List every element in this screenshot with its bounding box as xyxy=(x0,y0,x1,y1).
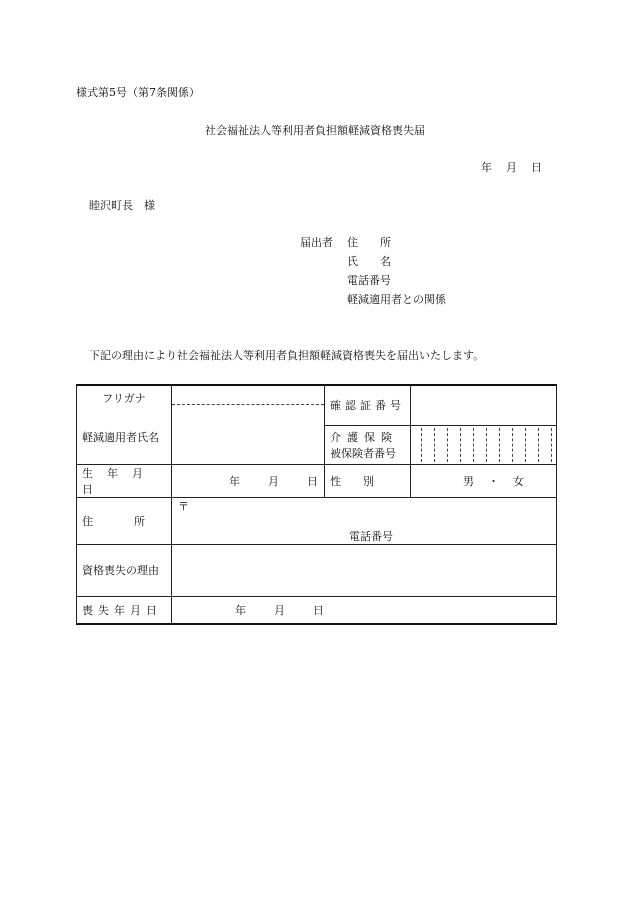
birth-date-field[interactable] xyxy=(172,464,325,497)
loss-year: 年 xyxy=(235,603,246,617)
loss-reason-field[interactable] xyxy=(172,544,557,596)
loss-date-field[interactable] xyxy=(172,596,557,624)
birth-date-label: 生年月日 xyxy=(77,464,172,497)
notifier-name-label: 氏 名 xyxy=(347,255,391,268)
insured-number-boxes xyxy=(421,428,552,462)
sex-separator: ・ xyxy=(488,474,499,488)
loss-reason-label: 資格喪失の理由 xyxy=(77,544,172,596)
form-table xyxy=(76,384,557,625)
sex-female[interactable]: 女 xyxy=(513,474,524,488)
furigana-divider xyxy=(172,404,324,405)
date-year: 年 xyxy=(481,161,492,174)
insured-number-label: 介護保険 被保険者番号 xyxy=(325,425,411,464)
address-field[interactable] xyxy=(172,497,557,544)
cert-number-field[interactable] xyxy=(411,385,557,425)
birth-day: 日 xyxy=(307,474,318,488)
date-day: 日 xyxy=(531,161,542,174)
form-title: 社会福祉法人等利用者負担額軽減資格喪失届 xyxy=(205,124,425,137)
cert-number-label: 確認証番号 xyxy=(325,385,411,425)
notifier-address-label: 住 所 xyxy=(347,236,391,249)
insured-number-field[interactable] xyxy=(411,425,557,464)
loss-day: 日 xyxy=(313,603,324,617)
loss-date-label: 喪失年月日 xyxy=(77,596,172,624)
applicant-name-label: 軽減適用者氏名 xyxy=(82,431,159,444)
intro-text: 下記の理由により社会福祉法人等利用者負担額軽減資格喪失を届出いたします。 xyxy=(89,349,485,362)
birth-year: 年 xyxy=(229,474,240,488)
loss-month: 月 xyxy=(274,603,285,617)
date-month: 月 xyxy=(506,161,517,174)
address-label: 住 所 xyxy=(77,497,172,544)
applicant-name-field[interactable] xyxy=(172,385,325,464)
addressee: 睦沢町長 様 xyxy=(89,199,155,212)
sex-male[interactable]: 男 xyxy=(463,474,474,488)
address-phone-label: 電話番号 xyxy=(349,529,393,543)
date-line xyxy=(481,161,542,175)
notifier-relation-label: 軽減適用者との関係 xyxy=(347,293,446,306)
name-label-cell xyxy=(77,385,172,464)
postal-mark: 〒 xyxy=(178,499,189,513)
notifier-label: 届出者 xyxy=(300,236,333,249)
birth-month: 月 xyxy=(268,474,279,488)
notifier-phone-label: 電話番号 xyxy=(347,274,391,287)
sex-field[interactable] xyxy=(411,464,557,497)
sex-label: 性 別 xyxy=(325,464,411,497)
form-number: 様式第5号（第7条関係） xyxy=(76,86,200,99)
furigana-label: フリガナ xyxy=(102,392,146,405)
